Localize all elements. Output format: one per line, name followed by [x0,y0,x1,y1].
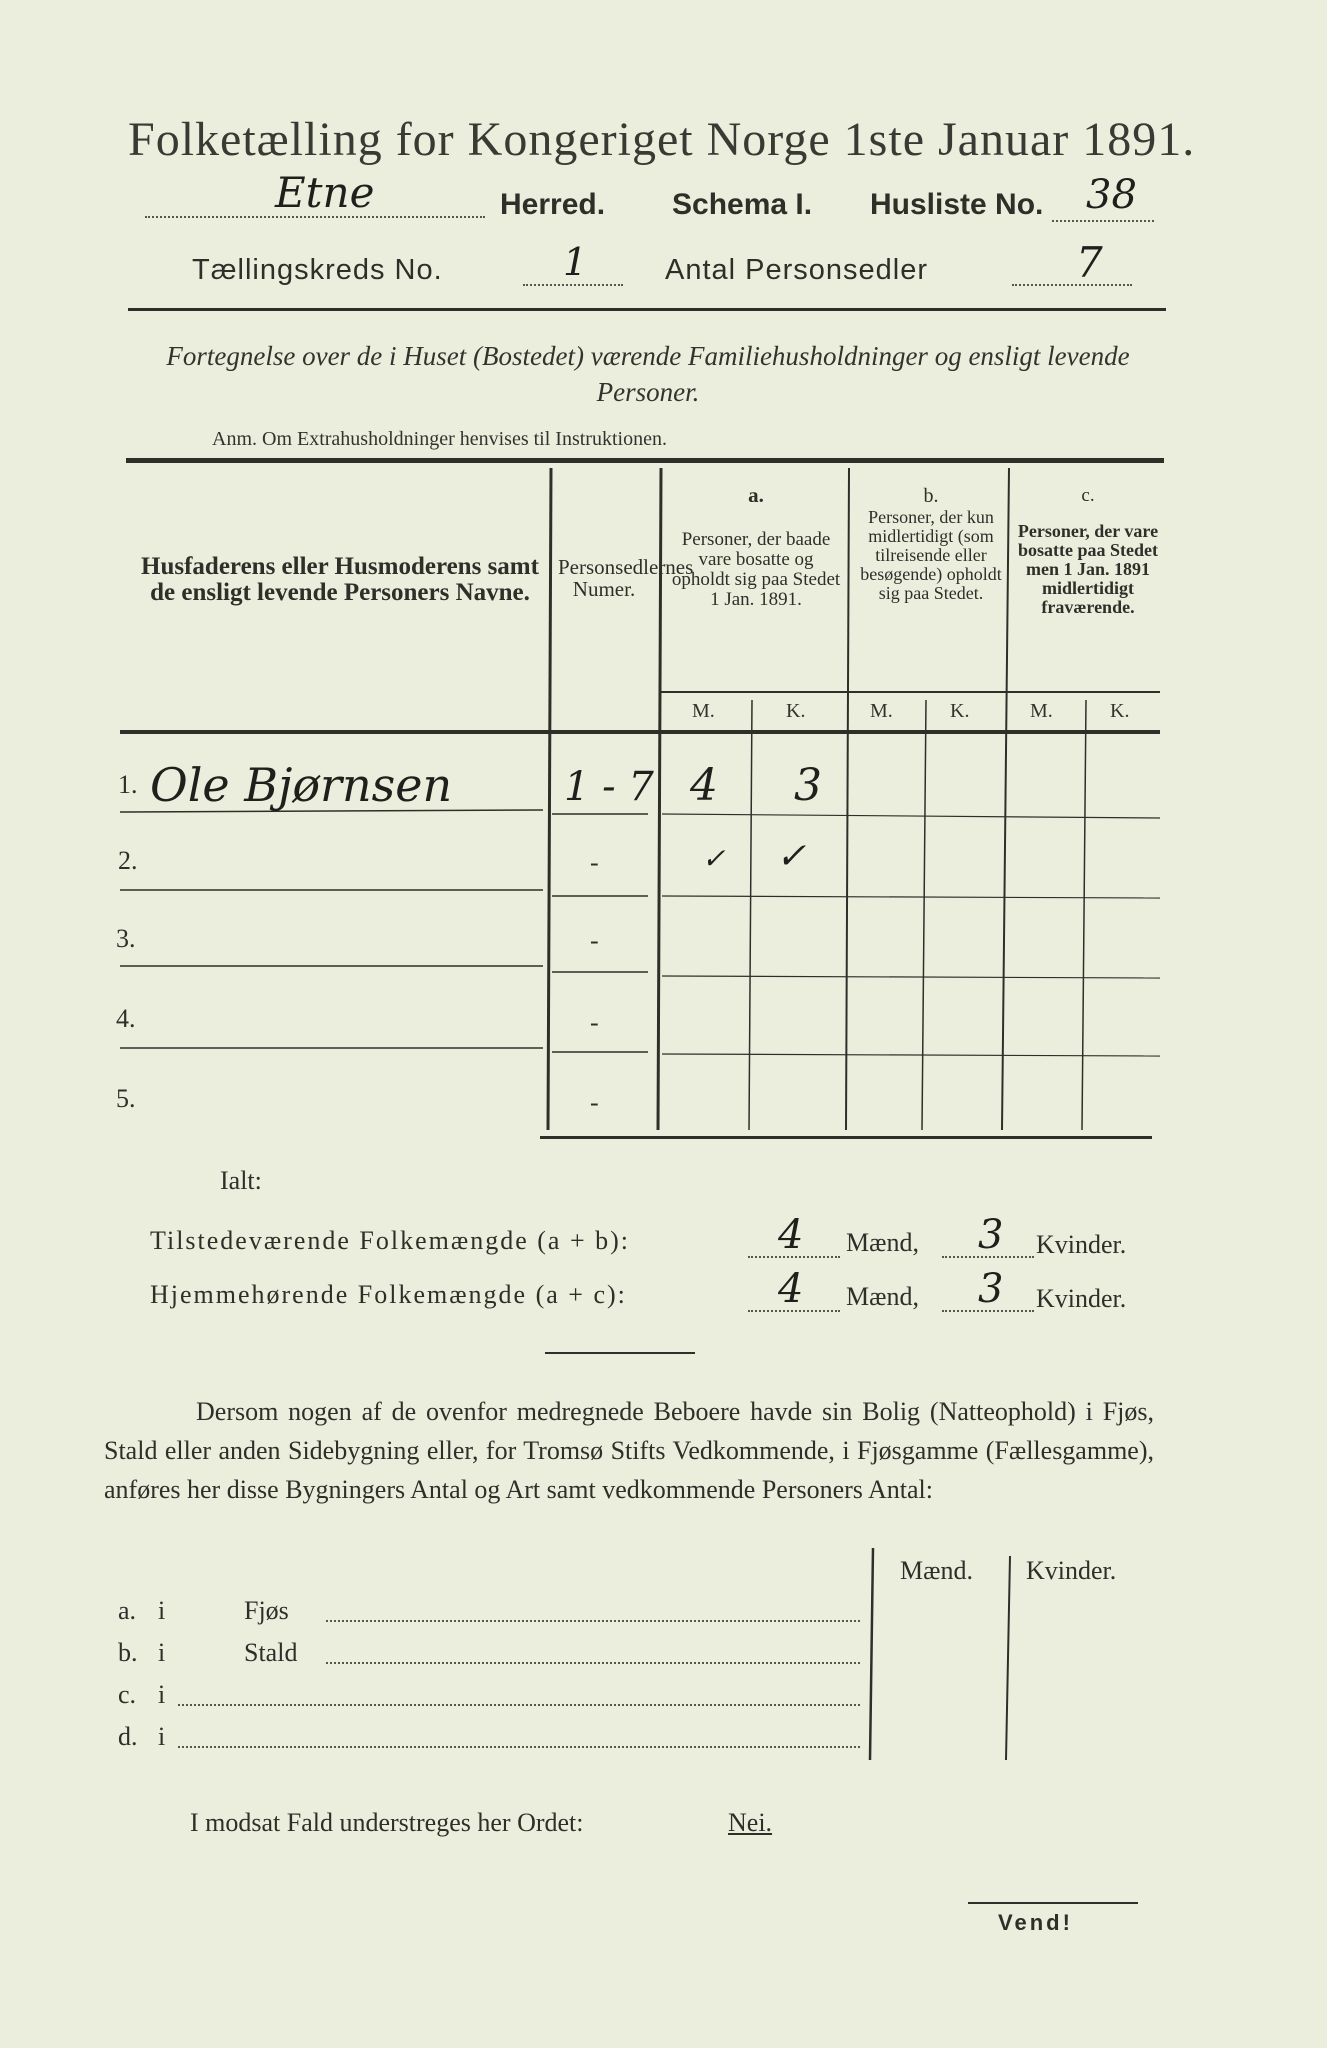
col-a-letter: a. [748,483,764,507]
item-a-label: Fjøs [244,1596,289,1625]
item-b-letter: b. [118,1638,138,1667]
col-a-header-text: Personer, der baade vare bosatte og opholdt sig paa Stedet 1 Jan. 1891. [671,529,841,610]
col-b-letter: b. [923,485,939,507]
item-a-i: i [158,1596,166,1625]
row-4-num: 4. [116,1004,136,1033]
vend-rule [968,1902,1138,1904]
bolig-text: Dersom nogen af de ovenfor medregnede Beboere havde sin Bolig (Natteophold) i Fjøs, Stald eller anden Sidebygning eller, for Tromsø Stifts Vedkommende, i Fjøsgamme (Fællesgamme), anføres her disse Bygningers Antal og Art samt vedkommende Personers Antal: [104,1397,1154,1504]
antal-value: 7 [1076,238,1103,287]
row-4-numer: - [590,1008,599,1037]
vend-label: Vend! [998,1910,1073,1935]
a-k-header: K. [786,700,806,722]
c-k-header: K. [1110,700,1130,722]
hjemme-maend: Mænd, [846,1282,919,1311]
row-3-numer: - [590,926,599,955]
item-a-dots [326,1618,860,1622]
bolig-item-b [118,1638,860,1672]
row-3-num: 3. [116,924,136,953]
row-2-a-k: ✓ [776,836,807,877]
tilstede-kvinder: Kvinder. [1036,1230,1127,1259]
hjemme-kvinder: Kvinder. [1036,1284,1127,1313]
row-1-name: Ole Bjørnsen [150,758,453,812]
tilstede-maend: Mænd, [846,1228,919,1257]
kreds-value: 1 [563,240,588,284]
row-2-num: 2. [118,846,138,875]
row-1-num: 1. [118,770,138,799]
modsat-text: I modsat Fald understreges her Ordet: [190,1808,584,1837]
col-b-header-text: Personer, der kun midlertidigt (som tilreisende eller besøgende) opholdt sig paa Stedet. [860,507,1002,603]
herred-value: Etne [275,168,375,217]
item-d-i: i [158,1722,166,1751]
c-m-header: M. [1030,700,1053,722]
row-2-a-m: ✓ [702,842,726,875]
bolig-kvinder-header: Kvinder. [1026,1556,1117,1585]
bolig-item-c [118,1680,860,1714]
item-d-letter: d. [118,1722,138,1751]
tilstede-label: Tilstedeværende Folkemængde (a + b): [150,1226,630,1255]
hjemme-m-value: 4 [778,1266,804,1312]
item-b-i: i [158,1638,166,1667]
item-c-letter: c. [118,1680,137,1709]
fortegnelse-content: Fortegnelse over de i Huset (Bostedet) værende Familiehusholdninger og ensligt levende Personer. [166,341,1130,408]
hjemme-k-value: 3 [978,1266,1004,1312]
kreds-label: Tællingskreds No. [192,254,443,286]
a-m-header: M. [692,700,715,722]
tilstede-k-value: 3 [978,1212,1004,1258]
item-a-letter: a. [118,1596,137,1625]
bolig-item-d [118,1722,860,1756]
row-2-numer: - [590,848,599,877]
item-b-label: Stald [244,1638,298,1667]
antal-label: Antal Personsedler [665,254,929,286]
col-names-header-text: Husfaderens eller Husmoderens samt de ensligt levende Personers Navne. [141,553,539,607]
schema-label: Schema I. [672,188,813,221]
item-c-dots [178,1702,860,1706]
b-m-header: M. [870,700,893,722]
col-c-header-text: Personer, der vare bosatte paa Stedet men 1 Jan. 1891 midlertidigt fraværende. [1017,521,1159,617]
anm-note: Anm. Om Extrahusholdninger henvises til Instruktionen. [212,428,667,450]
husliste-value: 38 [1086,172,1137,218]
col-numer-header-text: Personsedlernes Numer. [558,555,694,602]
form-title: Folketælling for Kongeriget Norge 1ste Januar 1891. [128,113,1196,166]
row-5-numer: - [590,1088,599,1117]
b-k-header: K. [950,700,970,722]
item-d-dots [178,1744,860,1748]
row-1-a-k: 3 [794,760,822,811]
husliste-label: Husliste No. [870,188,1044,221]
col-c-letter: c. [1081,485,1095,506]
row-5-num: 5. [116,1084,136,1113]
ialt-label: Ialt: [220,1166,262,1195]
hjemme-label: Hjemmehørende Folkemængde (a + c): [150,1280,627,1309]
row-1-numer: 1 - 7 [564,764,654,810]
item-c-i: i [158,1680,166,1709]
bolig-item-a [118,1596,860,1630]
nei-word: Nei. [728,1808,773,1837]
herred-label: Herred. [500,188,606,221]
item-b-dots [326,1660,860,1664]
tilstede-m-value: 4 [778,1212,804,1258]
row-1-a-m: 4 [690,760,718,811]
bolig-maend-header: Mænd. [900,1556,973,1585]
